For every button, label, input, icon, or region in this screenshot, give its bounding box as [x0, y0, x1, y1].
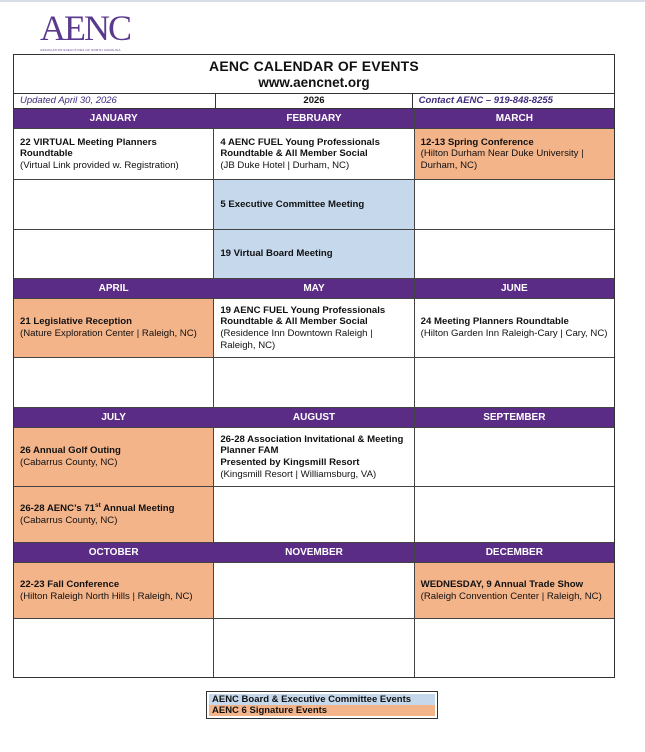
month-header-march: MARCH — [415, 109, 614, 129]
empty-cell — [415, 230, 614, 279]
event-detail: (Raleigh Convention Center | Raleigh, NC) — [420, 590, 602, 602]
signature-event-cell — [14, 428, 214, 487]
signature-event-cell — [14, 563, 214, 619]
month-header-row — [14, 109, 614, 129]
updated-date: Updated April 30, 2026 — [20, 95, 117, 106]
event-cell — [415, 299, 614, 358]
empty-cell — [415, 358, 614, 408]
board-event-cell — [214, 180, 414, 230]
month-header-august: AUGUST — [214, 408, 414, 428]
event-row — [14, 428, 614, 487]
website-link[interactable]: www.aencnet.org — [258, 75, 370, 90]
event-row — [14, 299, 614, 358]
event-title: 24 Meeting Planners Roundtable — [420, 316, 569, 328]
signature-event-cell — [415, 129, 614, 180]
event-cell — [14, 129, 214, 180]
color-legend — [206, 691, 438, 719]
event-detail: (Hilton Raleigh North Hills | Raleigh, NC) — [20, 590, 193, 602]
contact-info: Contact AENC – 919-848-8255 — [418, 95, 553, 106]
empty-cell — [14, 180, 214, 230]
calendar-year: 2026 — [215, 94, 412, 108]
month-header-row — [14, 408, 614, 428]
month-header-october: OCTOBER — [14, 543, 214, 563]
month-header-row — [14, 279, 614, 299]
legend-board-events: AENC Board & Executive Committee Events — [209, 694, 435, 705]
month-header-april: APRIL — [14, 279, 214, 299]
empty-cell — [14, 230, 214, 279]
event-detail: (Virtual Link provided w. Registration) — [20, 159, 179, 171]
event-cell — [214, 428, 414, 487]
event-detail: (Hilton Garden Inn Raleigh-Cary | Cary, NC) — [420, 328, 608, 339]
event-row — [14, 619, 614, 677]
event-detail: (Hilton Durham Near Duke University | Durham, NC) — [420, 148, 584, 171]
event-title: 26-28 Association Invitational & Meeting Planner FAM — [220, 433, 404, 457]
title-box — [14, 55, 614, 94]
ordinal-suffix: st — [95, 501, 101, 509]
event-detail: (Residence Inn Downtown Raleigh | Raleigh, NC) — [220, 328, 373, 351]
event-detail: (Cabarrus County, NC) — [20, 457, 118, 468]
event-title: 19 AENC FUEL Young Professionals Roundtable & All Member Social — [220, 304, 386, 328]
legend-signature-events: AENC 6 Signature Events — [209, 705, 435, 716]
empty-cell — [415, 487, 614, 543]
event-title-main: 26-28 AENC’s 71 — [20, 502, 96, 514]
logo-subtitle: ASSOCIATION EXECUTIVES OF NORTH CAROLINA — [40, 48, 121, 52]
event-title: 12-13 Spring Conference — [420, 136, 534, 148]
signature-event-cell — [415, 563, 614, 619]
month-header-january: JANUARY — [14, 109, 214, 129]
aenc-logo — [40, 10, 135, 54]
month-header-row — [14, 543, 614, 563]
empty-cell — [14, 619, 214, 677]
month-header-november: NOVEMBER — [214, 543, 414, 563]
event-row — [14, 129, 614, 180]
event-detail: (Kingsmill Resort | Williamsburg, VA) — [220, 468, 377, 480]
event-detail: (JB Duke Hotel | Durham, NC) — [220, 159, 350, 171]
event-detail: (Nature Exploration Center | Raleigh, NC) — [20, 328, 197, 339]
empty-cell — [415, 619, 614, 677]
event-row — [14, 180, 614, 230]
month-header-may: MAY — [214, 279, 414, 299]
empty-cell — [214, 358, 414, 408]
event-title — [20, 503, 207, 515]
event-cell — [214, 299, 414, 358]
signature-event-cell — [14, 487, 214, 543]
event-title: 22 VIRTUAL Meeting Planners Roundtable — [20, 136, 157, 160]
event-title: 21 Legislative Reception — [20, 316, 132, 328]
empty-cell — [415, 428, 614, 487]
empty-cell — [415, 180, 614, 230]
event-row — [14, 487, 614, 543]
event-row — [14, 230, 614, 279]
month-header-september: SEPTEMBER — [415, 408, 614, 428]
month-header-december: DECEMBER — [415, 543, 614, 563]
event-title: 4 AENC FUEL Young Professionals Roundtable & All Member Social — [220, 136, 380, 160]
calendar-sheet — [13, 54, 615, 678]
info-bar — [14, 94, 614, 109]
event-title: WEDNESDAY, 9 Annual Trade Show — [420, 578, 584, 590]
event-title: 5 Executive Committee Meeting — [220, 198, 365, 210]
event-row — [14, 358, 614, 408]
event-title: 26 Annual Golf Outing — [20, 445, 121, 457]
page-title: AENC CALENDAR OF EVENTS — [209, 58, 419, 74]
logo-letters: AENC — [40, 8, 130, 48]
event-detail: (Cabarrus County, NC) — [20, 514, 118, 526]
event-cell — [214, 129, 414, 180]
empty-cell — [214, 619, 414, 677]
event-title-rest: Annual Meeting — [100, 502, 175, 514]
board-event-cell — [214, 230, 414, 279]
top-rule — [0, 0, 645, 2]
month-header-february: FEBRUARY — [214, 109, 414, 129]
empty-cell — [14, 358, 214, 408]
event-sponsor: Presented by Kingsmill Resort — [220, 457, 360, 468]
month-header-june: JUNE — [415, 279, 614, 299]
event-title: 19 Virtual Board Meeting — [220, 248, 333, 260]
signature-event-cell — [14, 299, 214, 358]
empty-cell — [214, 487, 414, 543]
event-row — [14, 563, 614, 619]
empty-cell — [214, 563, 414, 619]
event-title: 22-23 Fall Conference — [20, 578, 120, 590]
month-header-july: JULY — [14, 408, 214, 428]
